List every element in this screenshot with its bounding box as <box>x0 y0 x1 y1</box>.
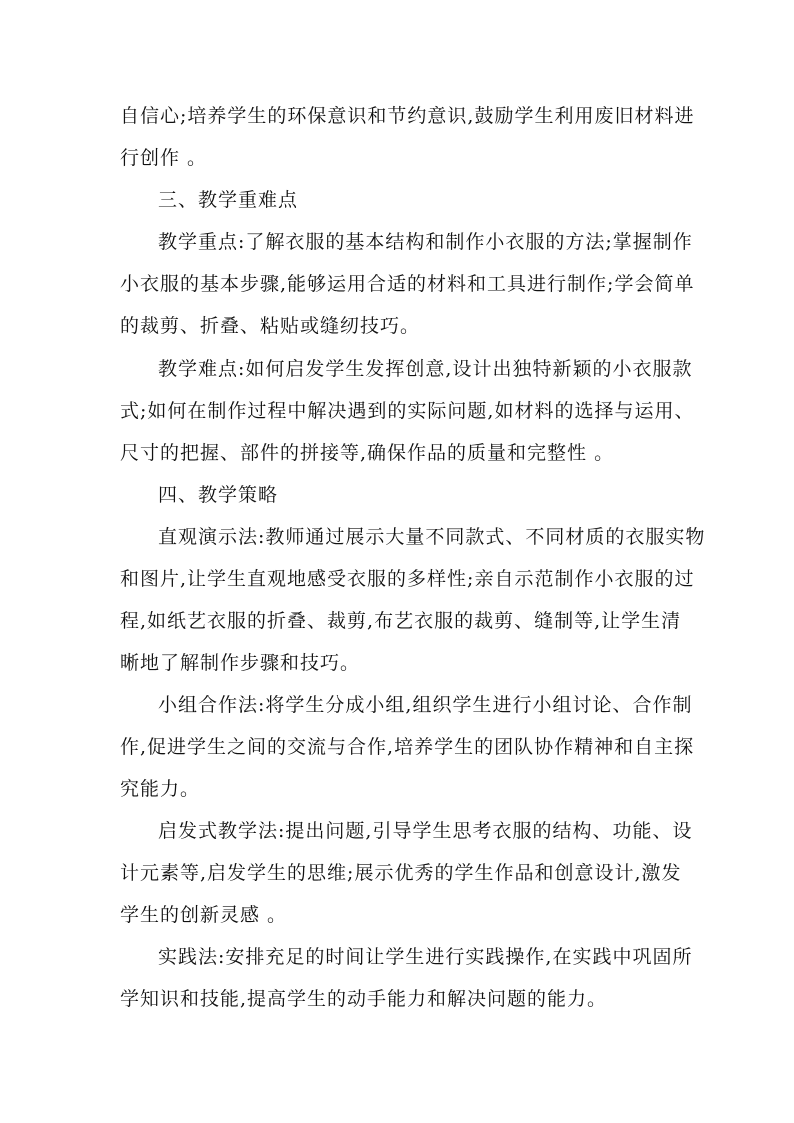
body-text-line: 启发式教学法:提出问题,引导学生思考衣服的结构、功能、设 <box>158 820 693 842</box>
body-text-line: 的裁剪、折叠、粘贴或缝纫技巧。 <box>120 315 421 337</box>
body-text-line: 小衣服的基本步骤,能够运用合适的材料和工具进行制作;学会简单 <box>120 273 695 295</box>
body-text-line: 和图片,让学生直观地感受衣服的多样性;亲自示范制作小衣服的过 <box>120 568 695 590</box>
body-text-line: 作,促进学生之间的交流与合作,培养学生的团队协作精神和自主探 <box>120 736 695 758</box>
body-text-line: 晰地了解制作步骤和技巧。 <box>120 652 361 674</box>
body-text-line: 小组合作法:将学生分成小组,组织学生进行小组讨论、合作制 <box>158 694 693 716</box>
body-text-line: 自信心;培养学生的环保意识和节约意识,鼓励学生利用废旧材料进 <box>120 105 695 127</box>
body-text-line: 计元素等,启发学生的思维;展示优秀的学生作品和创意设计,激发 <box>120 862 682 884</box>
body-text-line: 程,如纸艺衣服的折叠、裁剪,布艺衣服的裁剪、缝制等,让学生清 <box>120 610 682 632</box>
body-text-line: 直观演示法:教师通过展示大量不同款式、不同材质的衣服实物 <box>158 526 706 548</box>
body-text-line: 究能力。 <box>120 778 201 800</box>
body-text-line: 实践法:安排充足的时间让学生进行实践操作,在实践中巩固所 <box>158 946 693 968</box>
body-text-line: 式;如何在制作过程中解决遇到的实际问题,如材料的选择与运用、 <box>120 400 695 422</box>
body-text-line: 学生的创新灵感 。 <box>120 904 288 926</box>
body-text-line: 尺寸的把握、部件的拼接等,确保作品的质量和完整性 。 <box>120 442 615 464</box>
section-heading: 四、教学策略 <box>158 484 279 506</box>
body-text-line: 行创作 。 <box>120 147 208 169</box>
body-text-line: 教学重点:了解衣服的基本结构和制作小衣服的方法;掌握制作 <box>158 231 693 253</box>
body-text-line: 学知识和技能,提高学生的动手能力和解决问题的能力。 <box>120 988 608 1010</box>
body-text-line: 教学难点:如何启发学生发挥创意,设计出独特新颖的小衣服款 <box>158 358 693 380</box>
section-heading: 三、教学重难点 <box>158 189 299 211</box>
